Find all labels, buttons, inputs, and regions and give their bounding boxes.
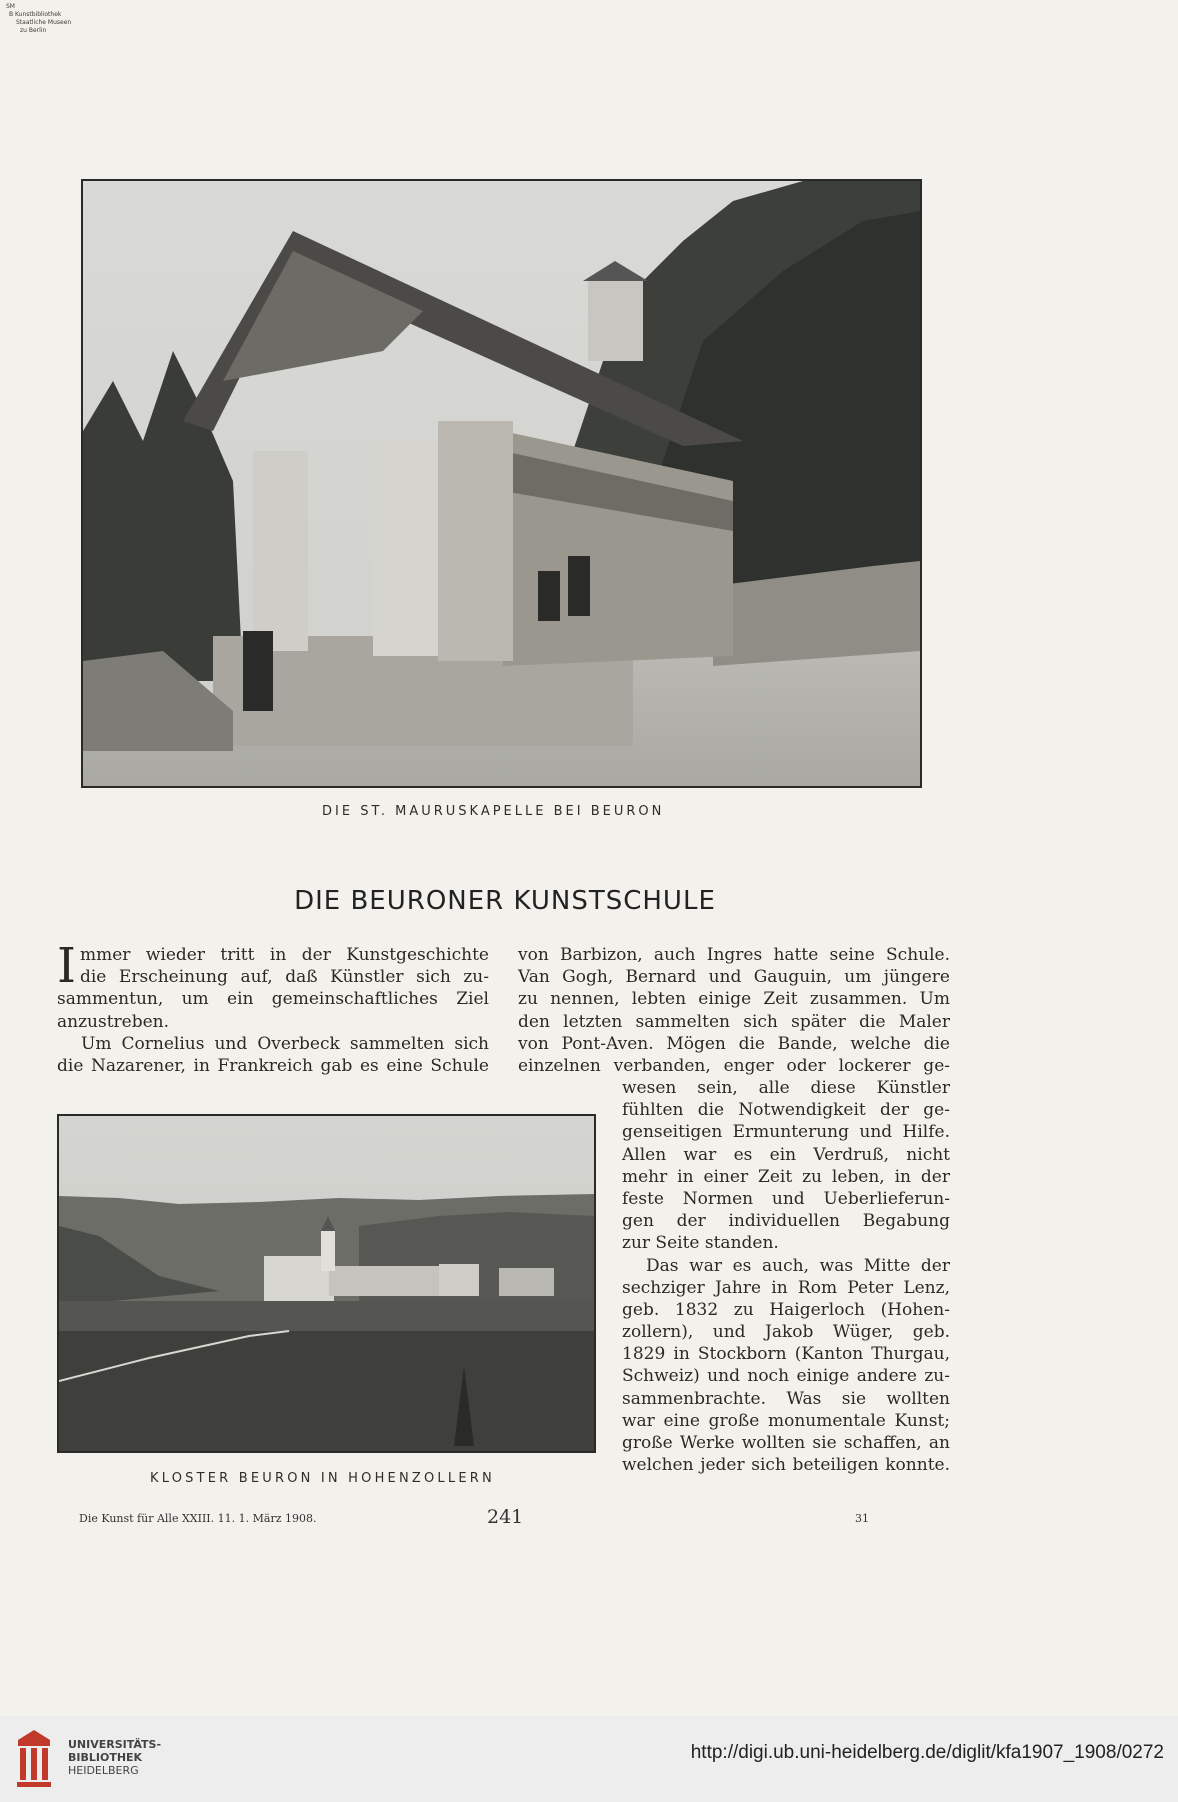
source-url-link[interactable]: http://digi.ub.uni-heidelberg.de/diglit/kfa1907_1908/0272: [690, 1742, 1164, 1763]
signature-mark: 31: [855, 1512, 869, 1525]
text-line: Schweiz) und noch einige andere zu-: [622, 1366, 950, 1387]
text-line: fühlten die Notwendigkeit der ge-: [622, 1100, 950, 1121]
text-line: den letzten sammelten sich später die Maler: [518, 1011, 950, 1032]
library-footer-bar: [0, 1716, 1178, 1802]
text-line: war eine große monumentale Kunst;: [622, 1410, 950, 1431]
text-line: sammentun, um ein gemeinschaftliches Ziel: [57, 989, 489, 1010]
university-library-logo-icon[interactable]: [14, 1726, 56, 1790]
text-line: genseitigen Ermunterung und Hilfe.: [622, 1122, 950, 1143]
article-title: DIE BEURONER KUNSTSCHULE: [294, 886, 716, 916]
article-column-right-narrow: [622, 1077, 950, 1476]
library-name-line: BIBLIOTHEK: [68, 1751, 143, 1764]
stamp-line: B Kunstbibliothek: [9, 11, 62, 18]
article-column-right: [518, 944, 950, 1077]
text-line: sammenbrachte. Was sie wollten: [622, 1388, 950, 1409]
library-name-line: UNIVERSITÄTS-: [68, 1738, 162, 1751]
text-line: zollern), und Jakob Wüger, geb.: [622, 1322, 950, 1343]
text-line: Um Cornelius und Overbeck sammelten sich: [81, 1033, 489, 1054]
text-line: große Werke wollten sie schaffen, an: [622, 1433, 950, 1453]
university-library-name[interactable]: [68, 1738, 161, 1777]
text-line: wesen sein, alle diese Künstler: [622, 1078, 950, 1098]
text-line: mmer wieder tritt in der Kunstgeschichte: [79, 945, 489, 965]
monastery-photograph: [57, 1114, 596, 1453]
drop-cap: I: [57, 938, 76, 994]
stamp-line: zu Berlin: [20, 27, 47, 34]
chapel-photo-caption: DIE ST. MAURUSKAPELLE BEI BEURON: [322, 804, 665, 819]
chapel-photo-image: [83, 181, 920, 786]
text-line: von Pont-Aven. Mögen die Bande, welche die: [518, 1033, 950, 1054]
text-line: welchen jeder sich beteiligen konnte.: [622, 1455, 950, 1476]
text-line: mehr in einer Zeit zu leben, in der: [622, 1166, 950, 1187]
stamp-line: SM: [6, 3, 15, 10]
monastery-photo-caption: KLOSTER BEURON IN HOHENZOLLERN: [150, 1471, 495, 1486]
article-column-left: [57, 938, 489, 1077]
text-line: zur Seite standen.: [622, 1233, 779, 1254]
text-line: einzelnen verbanden, enger oder lockerer ge-: [518, 1055, 950, 1076]
page-number: 241: [487, 1506, 524, 1528]
text-line: geb. 1832 zu Haigerloch (Hohen-: [622, 1299, 950, 1320]
text-line: die Erscheinung auf, daß Künstler sich zu-: [79, 967, 489, 988]
text-line: anzustreben.: [57, 1011, 170, 1032]
monastery-photo-image: [59, 1116, 594, 1451]
text-line: 1829 in Stockborn (Kanton Thurgau,: [622, 1344, 950, 1365]
text-line: von Barbizon, auch Ingres hatte seine Schule.: [518, 945, 950, 965]
chapel-photograph: [81, 179, 922, 788]
text-line: zu nennen, lebten einige Zeit zusammen. Um: [518, 989, 950, 1010]
text-line: Das war es auch, was Mitte der: [646, 1255, 950, 1276]
text-line: Allen war es ein Verdruß, nicht: [622, 1144, 950, 1165]
journal-reference: Die Kunst für Alle XXIII. 11. 1. März 1908.: [79, 1512, 317, 1525]
library-name-line: HEIDELBERG: [68, 1764, 139, 1777]
library-stamp: [6, 3, 71, 35]
stamp-line: Staatliche Museen: [16, 19, 72, 26]
text-line: sechziger Jahre in Rom Peter Lenz,: [622, 1277, 950, 1298]
text-line: Van Gogh, Bernard und Gauguin, um jüngere: [518, 967, 950, 988]
text-line: die Nazarener, in Frankreich gab es eine Schule: [57, 1055, 489, 1076]
text-line: feste Normen und Ueberlieferun-: [622, 1188, 950, 1209]
text-line: gen der individuellen Begabung: [622, 1211, 950, 1232]
